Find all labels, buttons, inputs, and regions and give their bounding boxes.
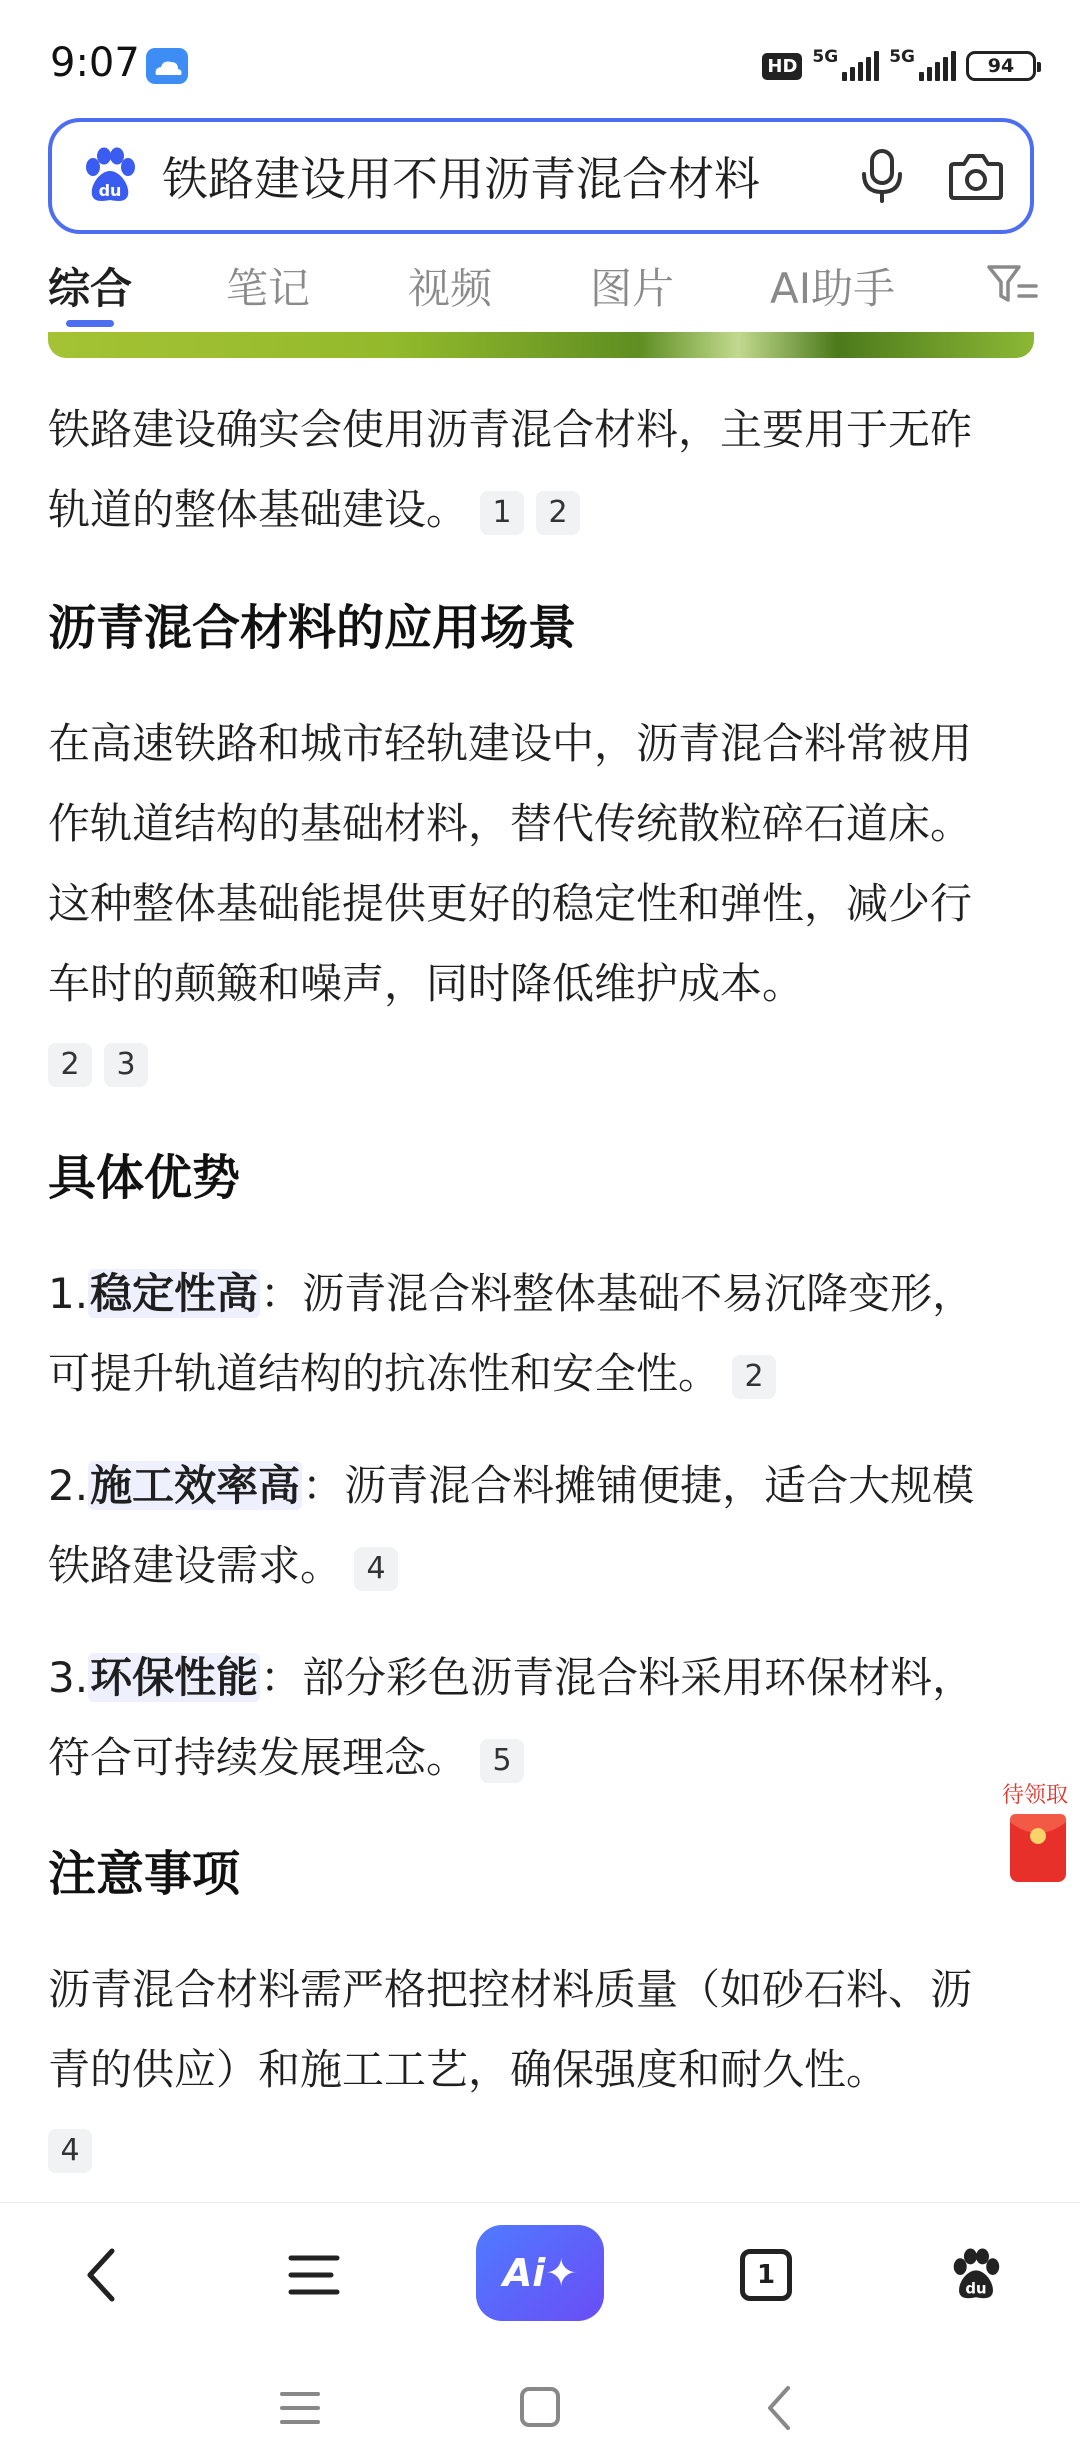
envelope-label[interactable]: 待领取 [1002, 1783, 1069, 1808]
application-text: 在高速铁路和城市轻轨建设中，沥青混合料常被用作轨道结构的基础材料，替代传统散粒碎石道床。这种整体基础能提供更好的稳定性和弹性，减少行车时的颠簸和噪声，同时降低维护成本。 [48, 719, 973, 1008]
signal-1 [812, 47, 879, 81]
recent-apps-icon[interactable] [270, 2380, 330, 2436]
item-text: ：部分彩色沥青混合料采用环保材料，符合可持续发展理念。 [48, 1653, 975, 1782]
signal-bars-icon [919, 51, 956, 81]
item-number: 2. [48, 1461, 89, 1510]
citation-badge[interactable]: 2 [48, 1043, 92, 1087]
section-heading: 沥青混合材料的应用场景 [48, 600, 577, 656]
tab-notes[interactable]: 笔记 [226, 264, 311, 313]
tabs-button[interactable] [734, 2243, 798, 2307]
red-envelope-icon[interactable] [1008, 1810, 1068, 1886]
advantage-item [48, 1638, 1008, 1798]
item-text: ：沥青混合料整体基础不易沉降变形，可提升轨道结构的抗冻性和安全性。 [48, 1269, 975, 1398]
advantage-item [48, 1446, 1008, 1606]
item-number: 1. [48, 1269, 89, 1318]
citation-badge[interactable]: 4 [354, 1547, 398, 1591]
advantage-item [48, 1254, 1008, 1414]
baidu-paw-icon [82, 147, 138, 205]
tab-videos[interactable]: 视频 [408, 264, 493, 313]
citation-badge[interactable]: 3 [104, 1043, 148, 1087]
citation-badge[interactable]: 2 [536, 491, 580, 535]
network-label: 5G [812, 47, 839, 67]
citation-badge[interactable]: 1 [480, 491, 524, 535]
home-icon[interactable] [510, 2380, 570, 2436]
camera-icon[interactable] [948, 150, 1004, 202]
baidu-paw-icon [950, 2248, 1002, 2302]
tab-images[interactable]: 图片 [590, 264, 675, 313]
microphone-icon[interactable] [858, 148, 906, 204]
image-banner-edge [48, 332, 1034, 358]
tab-comprehensive[interactable]: 综合 [48, 264, 133, 313]
citation-badge[interactable]: 5 [480, 1739, 524, 1783]
menu-button[interactable] [282, 2243, 346, 2307]
item-text: ：沥青混合料摊铺便捷，适合大规模铁路建设需求。 [48, 1461, 975, 1590]
ai-assistant-button[interactable]: Ai✦ [476, 2225, 604, 2321]
tab-count-icon: 1 [740, 2249, 792, 2301]
bottom-toolbar [0, 2202, 1080, 2342]
baidu-home-button[interactable] [944, 2243, 1008, 2307]
system-navigation-bar [0, 2350, 1080, 2460]
weather-icon [146, 48, 188, 84]
citation-badge[interactable]: 4 [48, 2129, 92, 2173]
signal-2 [889, 47, 956, 81]
filter-icon[interactable] [986, 262, 1038, 306]
intro-paragraph [48, 390, 1008, 550]
intro-text: 铁路建设确实会使用沥青混合材料，主要用于无砟轨道的整体基础建设。 [48, 405, 973, 534]
highlighted-term[interactable]: 施工效率高 [90, 1461, 301, 1510]
svg-text:du: du [98, 181, 122, 200]
notes-paragraph [48, 1950, 1008, 2188]
citation-badge[interactable]: 2 [732, 1355, 776, 1399]
notes-text: 沥青混合材料需严格把控材料质量（如砂石料、沥青的供应）和施工工艺，确保强度和耐久性。 [48, 1965, 973, 2094]
chevron-left-icon [82, 2245, 122, 2305]
section-heading: 注意事项 [48, 1846, 241, 1902]
system-back-icon[interactable] [750, 2380, 810, 2436]
section-heading: 具体优势 [48, 1150, 241, 1206]
status-indicators [762, 46, 1036, 86]
active-tab-indicator [66, 320, 114, 327]
tab-ai-assistant[interactable]: AI助手 [770, 264, 896, 313]
search-input[interactable]: 铁路建设用不用沥青混合材料 [162, 152, 760, 206]
battery-icon: 94 [966, 51, 1036, 81]
highlighted-term[interactable]: 环保性能 [90, 1653, 259, 1702]
signal-bars-icon [842, 51, 879, 81]
menu-icon [287, 2252, 341, 2298]
application-paragraph [48, 704, 1008, 1102]
search-box[interactable] [48, 118, 1034, 234]
back-button[interactable] [70, 2243, 134, 2307]
status-bar [0, 0, 1080, 120]
search-tabs [0, 250, 1080, 330]
network-label: 5G [889, 47, 915, 67]
hd-badge: HD [762, 53, 802, 80]
item-number: 3. [48, 1653, 89, 1702]
highlighted-term[interactable]: 稳定性高 [90, 1269, 259, 1318]
svg-text:du: du [965, 2279, 987, 2298]
status-time: 9:07 [50, 40, 140, 86]
